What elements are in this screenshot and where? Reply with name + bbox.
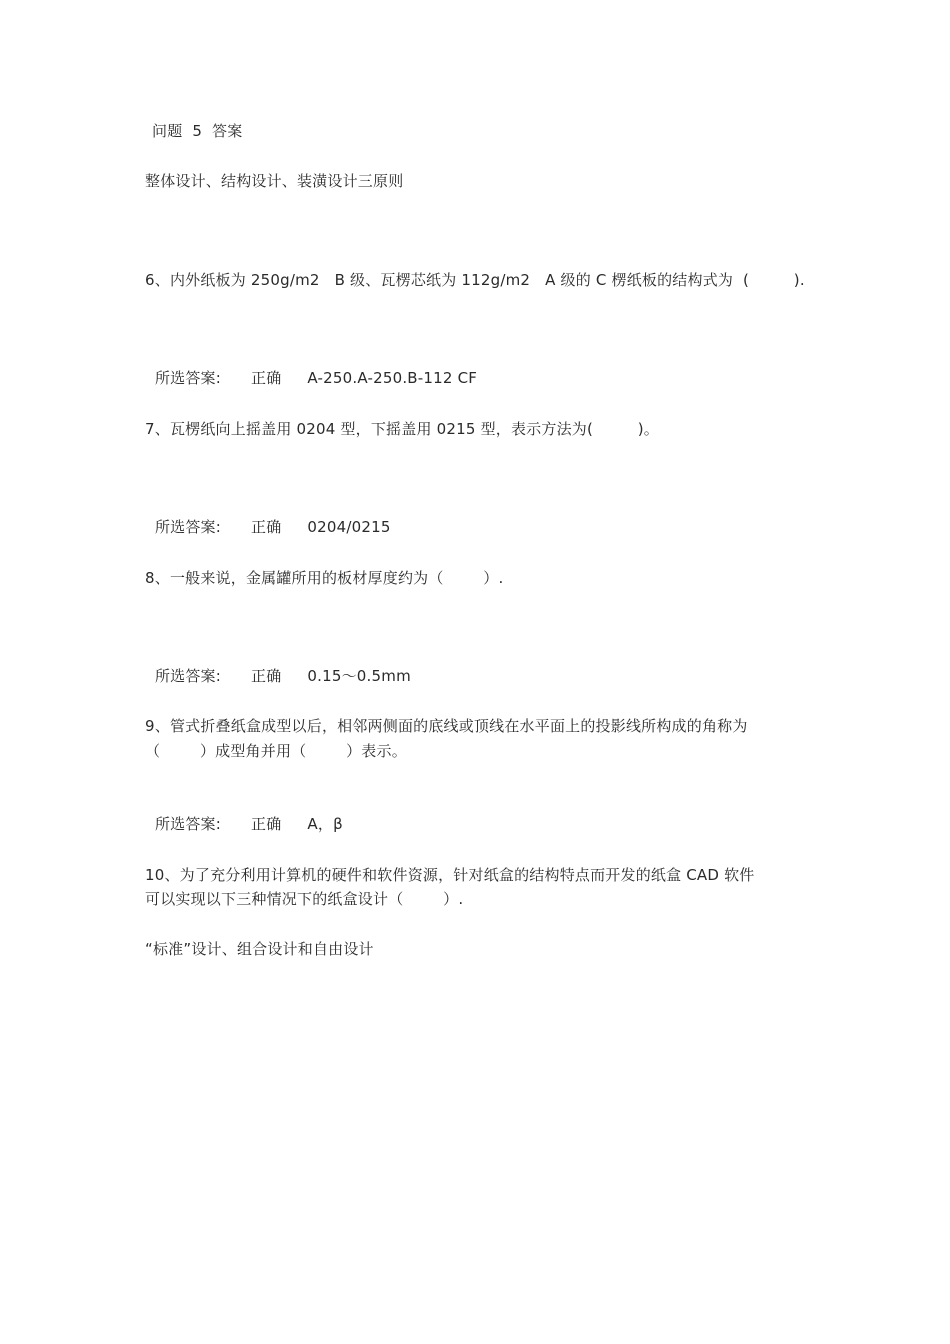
answer-status: 正确 (251, 518, 282, 536)
answer-status: 正确 (251, 815, 282, 833)
q5-title: 问题 5 答案 (152, 122, 243, 140)
selected-answer: A-250.A-250.B-112 CF (307, 369, 478, 387)
q10-question-line2: 可以实现以下三种情况下的纸盒设计（ ）. (145, 890, 464, 908)
answer-prefix: 所选答案: (154, 369, 221, 387)
q6-question: 6、内外纸板为 250g/m2 B 级、瓦楞芯纸为 112g/m2 A 级的 C 楞纸板的结构式为 ( ). (145, 271, 805, 289)
q8-answer-row (145, 640, 411, 688)
q9-question-line2: （ ）成型角并用（ ）表示。 (145, 742, 407, 760)
q9-question-line1: 9、管式折叠纸盒成型以后，相邻两侧面的底线或顶线在水平面上的投影线所构成的角称为 (145, 717, 748, 735)
selected-answer: 0204/0215 (307, 518, 391, 536)
answer-status: 正确 (251, 369, 282, 387)
selected-answer: 0.15～0.5mm (307, 667, 411, 685)
q7-question: 7、瓦楞纸向上摇盖用 0204 型，下摇盖用 0215 型，表示方法为( )。 (145, 420, 659, 438)
answer-status: 正确 (251, 667, 282, 685)
q6-answer-row (145, 342, 477, 390)
q8-question: 8、一般来说，金属罐所用的板材厚度约为（ ）. (145, 569, 504, 587)
q10-answer: “标准”设计、组合设计和自由设计 (145, 940, 374, 958)
answer-prefix: 所选答案: (154, 815, 221, 833)
q10-question-line1: 10、为了充分利用计算机的硬件和软件资源，针对纸盒的结构特点而开发的纸盒 CAD 软件 (145, 866, 755, 884)
q5-answer: 整体设计、结构设计、装潢设计三原则 (145, 172, 404, 190)
answer-prefix: 所选答案: (154, 518, 221, 536)
answer-prefix: 所选答案: (154, 667, 221, 685)
q9-answer-row (145, 788, 343, 836)
selected-answer: A，β (307, 815, 343, 833)
q7-answer-row (145, 491, 391, 539)
